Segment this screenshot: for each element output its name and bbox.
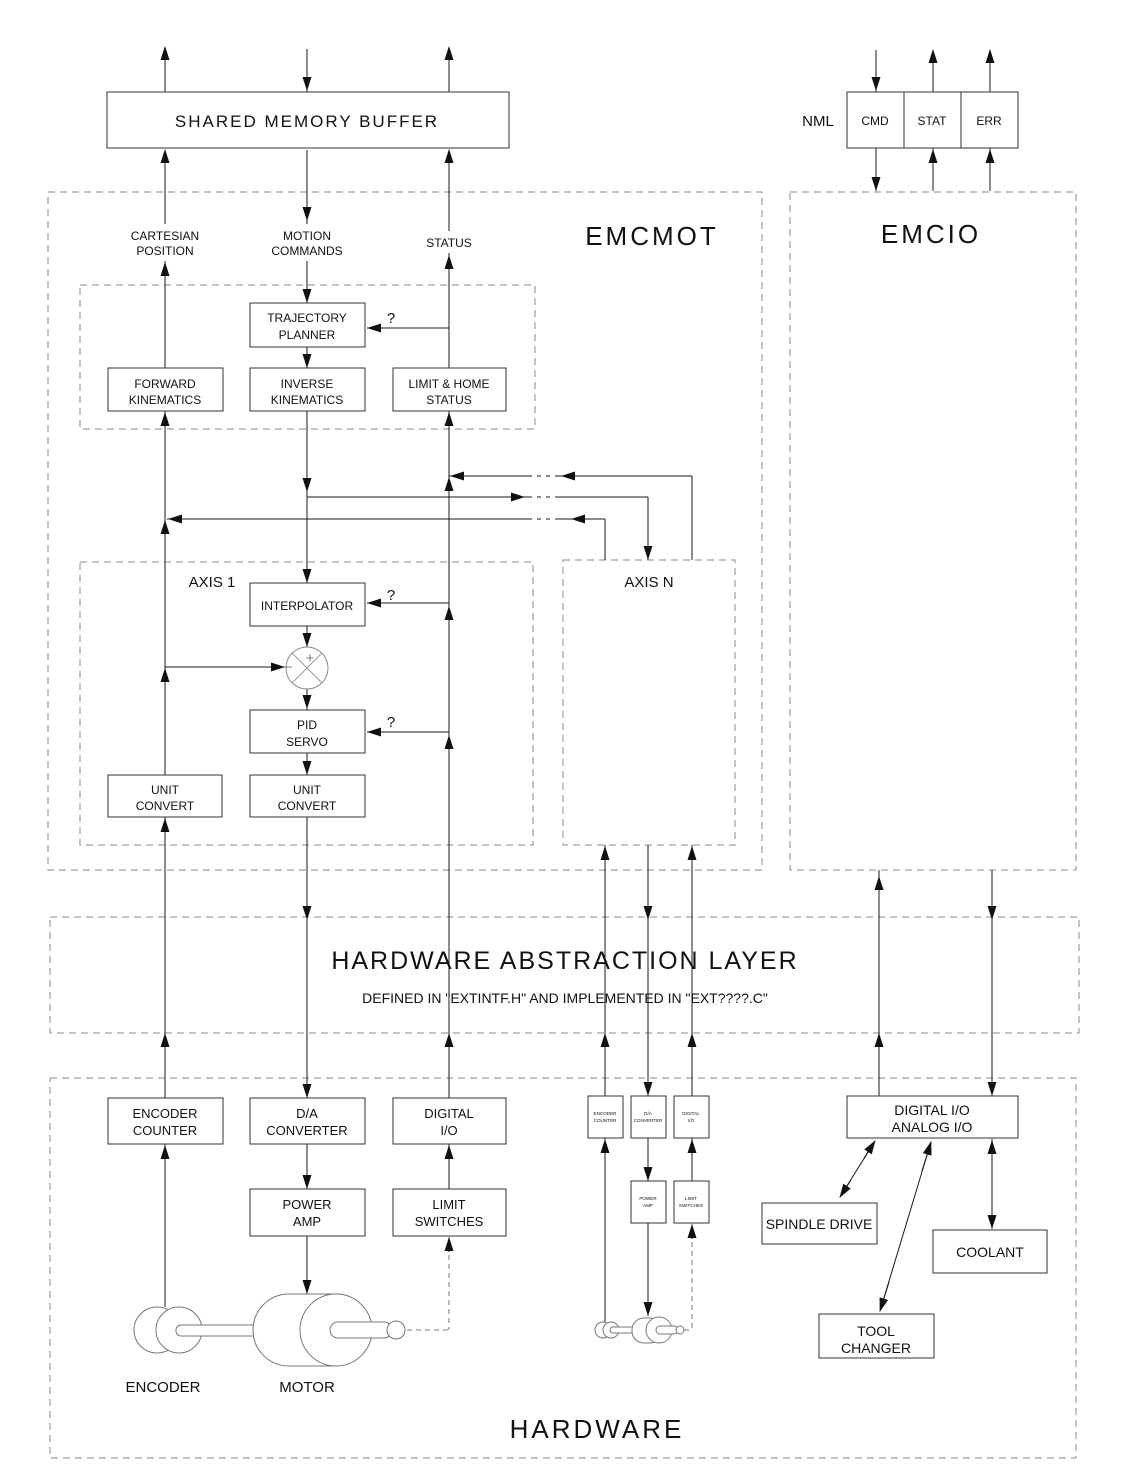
power-amp-small-box [631, 1181, 666, 1223]
limit-switches-label: LIMIT [432, 1197, 466, 1212]
summing-junction [284, 647, 328, 689]
question-mark-pid: ? [386, 714, 396, 731]
emcmot-region [48, 192, 762, 870]
motor-shaft [330, 1322, 392, 1338]
svg-text:STATUS: STATUS [426, 393, 472, 407]
unit-convert-left-label: UNIT [151, 783, 179, 797]
axisn-title: AXIS N [624, 574, 674, 591]
sum-plus-sign: + [305, 650, 315, 667]
digital-analog-io-label: DIGITAL I/O [894, 1102, 970, 1118]
svg-text:SERVO: SERVO [286, 735, 328, 749]
nml-cmd-label: CMD [861, 114, 889, 128]
power-amp-label: POWER [282, 1197, 332, 1212]
svg-text:CONVERTER: CONVERTER [266, 1123, 348, 1138]
coolant-label: COOLANT [956, 1244, 1024, 1260]
nml-stat-label: STAT [917, 114, 947, 128]
da-converter-small-label: D/A [644, 1111, 652, 1116]
svg-text:CONVERT: CONVERT [277, 799, 337, 813]
diagram-boxes [107, 92, 1047, 1358]
svg-text:ANALOG I/O: ANALOG I/O [891, 1119, 973, 1135]
pid-servo-label: PID [296, 718, 318, 732]
axis1-title: AXIS 1 [188, 574, 236, 591]
hal-title: HARDWARE ABSTRACTION LAYER [331, 947, 799, 975]
limit-switches-small-box [674, 1181, 709, 1223]
svg-text:KINEMATICS: KINEMATICS [128, 393, 202, 407]
question-mark-interpolator: ? [386, 587, 396, 604]
power-amp-small-label: POWER [639, 1196, 657, 1201]
svg-text:AMP: AMP [292, 1214, 322, 1229]
encoder-counter-small-box [588, 1096, 623, 1138]
svg-text:CHANGER: CHANGER [840, 1340, 912, 1356]
encoder-label: ENCODER [125, 1379, 201, 1396]
digital-io-label: DIGITAL [424, 1106, 474, 1121]
svg-text:KINEMATICS: KINEMATICS [270, 393, 344, 407]
svg-text:COUNTER: COUNTER [593, 1118, 617, 1123]
svg-text:POSITION: POSITION [136, 244, 194, 258]
digital-io-small-box [674, 1096, 709, 1138]
tool-changer-label: TOOL [857, 1323, 895, 1339]
interpolator-label: INTERPOLATOR [260, 599, 354, 613]
status-label: STATUS [426, 236, 472, 250]
motion-commands-label: MOTION [283, 229, 331, 243]
trajectory-planner-label: TRAJECTORY [267, 311, 347, 325]
svg-text:SWITCHES: SWITCHES [678, 1203, 704, 1208]
svg-text:COUNTER: COUNTER [132, 1123, 198, 1138]
svg-text:SWITCHES: SWITCHES [414, 1214, 484, 1229]
svg-text:I/O: I/O [687, 1118, 695, 1123]
shared-memory-buffer-label: SHARED MEMORY BUFFER [174, 112, 440, 131]
encoder-counter-label: ENCODER [132, 1106, 198, 1121]
encoder-shaft [176, 1325, 258, 1336]
svg-text:CONVERT: CONVERT [135, 799, 195, 813]
svg-text:COMMANDS: COMMANDS [271, 244, 343, 258]
limit-home-status-label: LIMIT & HOME [408, 377, 490, 391]
emcio-region [790, 192, 1076, 870]
encoder-motor-small-drawing [595, 1317, 684, 1343]
motor-label: MOTOR [279, 1379, 335, 1396]
svg-text:PLANNER: PLANNER [278, 328, 336, 342]
unit-convert-right-label: UNIT [293, 783, 321, 797]
encoder-motor-drawing [134, 1294, 405, 1366]
da-converter-label: D/A [296, 1106, 318, 1121]
nml-err-label: ERR [976, 114, 1002, 128]
forward-kinematics-label: FORWARD [134, 377, 196, 391]
inverse-kinematics-label: INVERSE [280, 377, 334, 391]
da-converter-small-box [631, 1096, 666, 1138]
hardware-title: HARDWARE [509, 1414, 685, 1444]
emcmot-title: EMCMOT [585, 221, 719, 251]
digital-io-small-label: DIGITAL [682, 1111, 700, 1116]
svg-text:CONVERTER: CONVERTER [633, 1118, 663, 1123]
encoder-counter-small-label: ENCODER [593, 1111, 617, 1116]
cartesian-position-label: CARTESIAN [130, 229, 200, 243]
svg-text:AMP: AMP [643, 1203, 653, 1208]
nml-label: NML [802, 113, 834, 130]
hal-subtitle: DEFINED IN "EXTINTF.H" AND IMPLEMENTED IN "EXT????.C" [362, 990, 768, 1006]
svg-text:I/O: I/O [440, 1123, 458, 1138]
emcio-title: EMCIO [880, 219, 982, 249]
question-mark-trajectory: ? [386, 310, 396, 327]
axisn-region [563, 560, 735, 845]
limit-switches-small-label: LIMIT [685, 1196, 697, 1201]
hal-region [50, 917, 1079, 1033]
sum-minus-sign: − [283, 659, 293, 676]
spindle-drive-label: SPINDLE DRIVE [765, 1216, 873, 1232]
